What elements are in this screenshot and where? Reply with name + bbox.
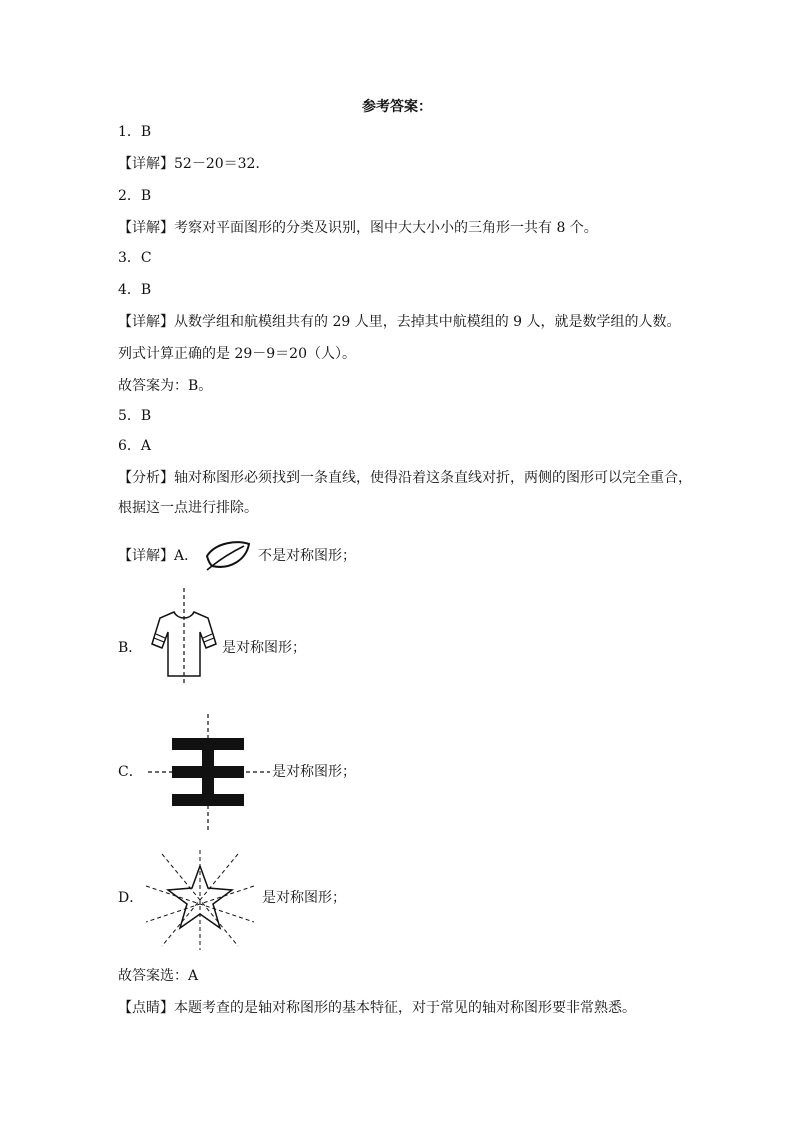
answer-2: 2．B <box>118 188 152 204</box>
option-b-prefix: B． <box>118 640 143 656</box>
answer-4: 4．B <box>118 282 152 298</box>
conclusion: 故答案选：A <box>118 968 199 984</box>
detail-2: 【详解】考察对平面图形的分类及识别，图中大大小小的三角形一共有 8 个。 <box>118 220 598 236</box>
answer-3: 3．C <box>118 250 152 266</box>
detail-4: 【详解】从数学组和航模组共有的 29 人里，去掉其中航模组的 9 人，就是数学组的人数。 <box>118 314 681 330</box>
option-d-prefix: D． <box>118 890 144 906</box>
option-d-suffix: 是对称图形； <box>262 890 346 906</box>
leaf-icon <box>204 538 252 572</box>
option-a-prefix: 【详解】A． <box>118 548 199 564</box>
detail-4-answer: 故答案为：B。 <box>118 378 213 394</box>
option-c-prefix: C． <box>118 764 143 780</box>
analysis-6: 【分析】轴对称图形必须找到一条直线，使得沿着这条直线对折，两侧的图形可以完全重合， <box>118 470 692 486</box>
answer-5: 5．B <box>118 408 152 424</box>
page-title: 参考答案： <box>362 99 432 115</box>
star-icon <box>140 848 260 952</box>
option-a-suffix: 不是对称图形； <box>258 548 356 564</box>
option-b-suffix: 是对称图形； <box>222 640 306 656</box>
king-character-icon <box>148 714 270 830</box>
detail-1: 【详解】52－20＝32． <box>118 156 270 172</box>
tshirt-icon <box>148 586 220 686</box>
analysis-6-cont: 根据这一点进行排除。 <box>118 500 258 516</box>
detail-4-formula: 列式计算正确的是 29－9＝20（人）。 <box>118 346 356 362</box>
option-c-suffix: 是对称图形； <box>272 764 356 780</box>
comment: 【点睛】本题考查的是轴对称图形的基本特征，对于常见的轴对称图形要非常熟悉。 <box>118 1000 636 1016</box>
answer-1: 1．B <box>118 124 152 140</box>
answer-6: 6．A <box>118 438 152 454</box>
